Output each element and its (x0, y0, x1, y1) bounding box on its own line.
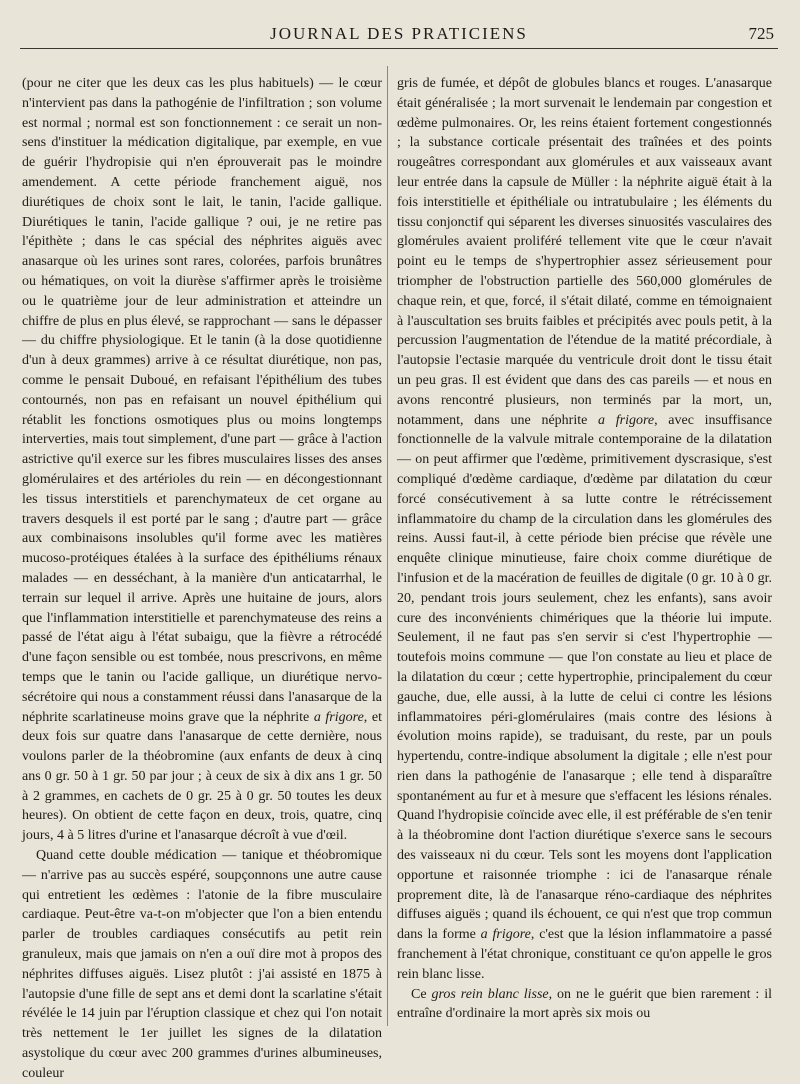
right-column (397, 74, 772, 1024)
text-run: (pour ne citer que les deux cas les plus habituels) — le cœur n'intervient pas dans la pathogénie de l'infiltration ; son volume est normal ; normal est son fonctionnement : ce serait un non-sens d'instituer la médication digitalique, par exemple, en vue de guérir l'hydropisie qui n'en éprouverait pas le moindre amendement. A cette période franchement aiguë, nos diurétiques de choix sont le lait, le tanin, l'acide gallique. Diurétiques le tanin, l'acide gallique ? oui, je ne retire pas l'épithète ; dans le cas spécial des néphrites aiguës avec anasarque où les urines sont rares, colorées, parfois brunâtres ou hématiques, on voit la diurèse s'affirmer après le troisième ou le quatrième jour de leur administration et atteindre un chiffre de plus en plus élevé, se rapprochant — sans le dépasser — du chiffre physiologique. Et le tanin (à la dose quotidienne d'un à deux grammes) arrive à ce résultat diurétique, non pas, comme le pensait Duboué, en refaisant l'épithélium des tubes contournés, non pas en refaisant un nouvel épithélium qui rétablit les fonctions osmotiques plus ou moins longtemps interverties, mais tout simplement, d'une part — grâce à l'action astrictive qu'il exerce sur les fibres musculaires lisses des anses glomérulaires et des artérioles du rein — en décongestionnant les tissus interstitiels et parenchymateux de cet organe au travers desquels il est porté par le sang ; d'autre part — grâce aux combinaisons insolubles qu'il forme avec les matières mucoso-protéiques étalées à la surface des épithéliums rénaux malades — en desséchant, à la manière d'un anticatarrhal, le terrain sur lequel il arrive. Après une huitaine de jours, alors que l'inflammation interstitielle et parenchymateuse des reins a passé de l'état aigu à l'état subaigu, que la fièvre a rétrocédé d'une façon sensible ou est tombée, nous prescrivons, en même temps que le tanin ou l'acide gallique, un diurétique nervo-sécrétoire qui nous a constamment réussi dans l'anasarque de la néphrite scarlatineuse moins grave que la néphrite (22, 76, 382, 725)
text-run: gris de fumée, et dépôt de globules blancs et rouges. L'anasarque était généralisée ; la mort survenait le lendemain par congestion et œdème pulmonaires. Or, les reins étaient fortement congestionnés ; la substance corticale présentait des traînées et des points rougeâtres correspondant aux glomérules et aux vaisseaux avant leur entrée dans la capsule de Müller : la néphrite aiguë était à la fois interstitielle et épithéliale ou intratubulaire ; les éléments du tissu conjonctif qui séparent les diverses sinuosités vasculaires des glomérules avaient proliféré tellement vite que le cœur n'avait point eu le temps de s'hypertrophier assez sérieusement pour triompher de l'obstruction partielle des 560,000 glomérules de chaque rein, et que, forcé, il s'était dilaté, comme en témoignaient à l'auscultation ses bruits faibles et précipités avec pouls petit, à la percussion l'augmentation de l'étendue de la matité précordiale, à l'autopsie l'ectasie marquée du ventricule droit dont le tissu était un peu gras. Il est évident que dans des cas pareils — et nous en avons rencontré plusieurs, non terminés par la mort, un, notamment, dans une néphrite (397, 76, 772, 428)
text-run: Ce (411, 986, 427, 1002)
right-paragraph-1 (397, 74, 772, 985)
left-paragraph-2 (22, 846, 382, 1084)
text-run: , on ne le guérit que bien rarement : il entraîne d'ordinaire la mort après six mois ou (397, 986, 773, 1022)
text-run: Quand cette double médication — tanique et théobromique — n'arrive pas au succès espéré, soupçonnons une autre cause qui entretient les œdèmes : l'atonie de la fibre musculaire cardiaque. Peut-être va-t-on m'objecter que l'on a bien entendu parler de troubles cardiaques consécutifs au petit rein granuleux, mais que jamais on n'en a ouï dire mot à propos des néphrites diffuses aiguës. Lisez plutôt : j'ai assisté en 1875 à l'autopsie d'une fille de sept ans et demi dont la scarlatine s'était révélée le 14 juin par l'éruption classique et chez qui l'on notait très nettement le 1er juillet les signes de la dilatation asystolique du cœur avec 200 grammes d'urines albumineuses, couleur (22, 848, 382, 1081)
journal-title: JOURNAL DES PRATICIENS (270, 24, 528, 43)
text-run: , c'est que la lésion inflammatoire a passé franchement à l'état chronique, constituant ce qu'on appelle le gros rein blanc lisse. (397, 927, 773, 982)
italic-term: a frigore (313, 709, 364, 725)
running-header (20, 22, 778, 49)
text-run: , et deux fois sur quatre dans l'anasarque de cette dernière, nous voulons parler de la théobromine (aux enfants de deux à cinq ans 0 gr. 50 à 1 gr. 50 par jour ; à ceux de six à dix ans 1 gr. 50 à 2 grammes, en cachets de 0 gr. 25 à 0 gr. 50 toutes les deux heures). On obtient de cette façon en deux, trois, quatre, cinq jours, 4 à 5 litres d'urine et l'anasarque décroît à vue d'œil. (22, 709, 382, 844)
italic-term: gros rein blanc lisse (431, 986, 549, 1002)
left-paragraph-1 (22, 74, 382, 846)
column-divider (387, 66, 388, 1026)
right-paragraph-2 (397, 985, 772, 1025)
left-column (22, 74, 382, 1084)
italic-term: a frigore (598, 412, 655, 428)
page-number: 725 (748, 24, 774, 43)
text-run: , avec insuffisance fonctionnelle de la valvule mitrale contemporaine de la dilatation — on peut affirmer que l'œdème, primitivement dyscrasique, s'est compliqué d'œdème cardiaque, d'œdème par dilatation du cœur forcé consécutivement à sa lutte contre le rétrécissement inflammatoire du champ de la circulation dans les glomérules des reins. Aussi faut-il, à cette période bien précise que révèle une enquête clinique minutieuse, faire choix comme diurétique de l'infusion et de la macération de feuilles de digitale (0 gr. 10 à 0 gr. 20, pendant trois jours seulement, chez les enfants), sans avoir cure des inconvénients chimériques que la théorie lui impute. Seulement, il ne faut pas s'en servir si c'est l'hypertrophie — toutefois moins commune — que l'on constate au lieu et place de la dilatation du cœur ; cette hypertrophie, principalement du cœur gauche, due, elle aussi, à la lutte de celui ci contre les lésions inflammatoires péri-glomérulaires (mais contre des lésions à évolution moins rapide), se traduisant, du reste, par un pouls hypertendu, contre-indique absolument la digitale ; elle n'est pour rien dans la pathogénie de l'anasarque ; elle tend à disparaître spontanément au fur et à mesure que s'effacent les lésions rénales. Quand l'hydropisie coïncide avec elle, il est préférable de s'en tenir à la théobromine dont l'action diurétique s'exerce sans le secours des vaisseaux ni du cœur. Tels sont les moyens dont l'application opportune et raisonnée triomphe : ici de l'anasarque rénale proprement dite, là de l'anasarque réno-cardiaque des néphrites diffuses aiguës ; quand ils échouent, ce qui n'est que trop commun dans la forme (397, 412, 773, 943)
italic-term: a frigore (480, 927, 531, 943)
